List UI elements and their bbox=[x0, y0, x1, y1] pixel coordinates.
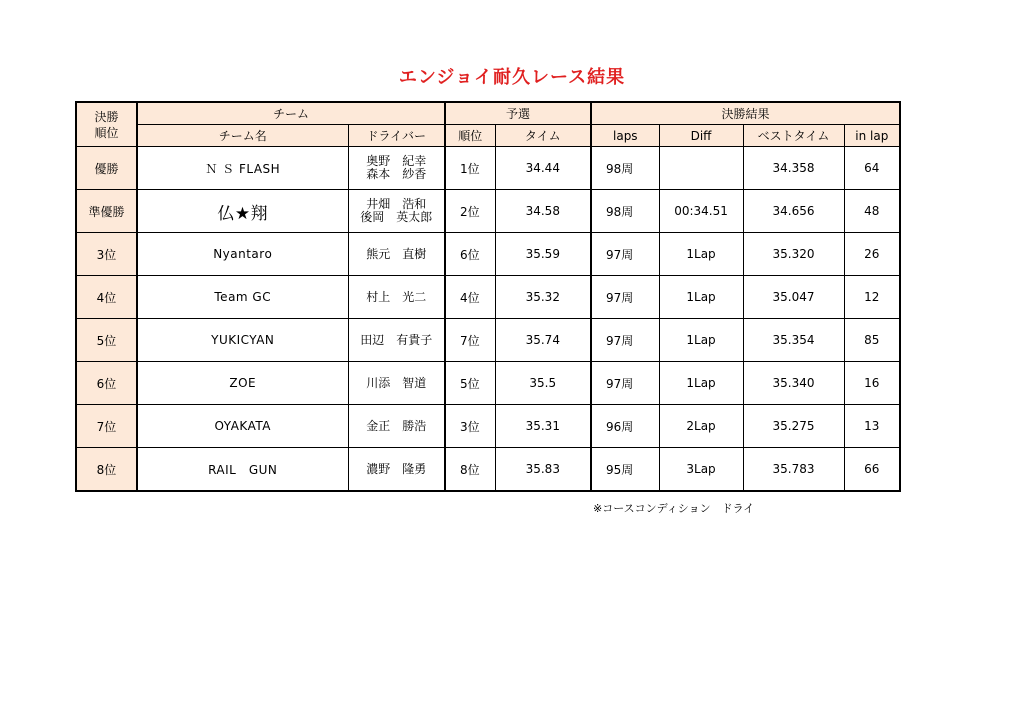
driver-name: 奥野 紀幸 bbox=[366, 154, 427, 168]
driver-name: 後岡 英太郎 bbox=[360, 210, 433, 224]
table-row bbox=[76, 190, 900, 233]
rank-cell: 優勝 bbox=[76, 147, 137, 190]
rank-cell: 3位 bbox=[76, 233, 137, 276]
driver-cell bbox=[348, 319, 445, 362]
qual-time-cell: 35.74 bbox=[495, 319, 591, 362]
table-row bbox=[76, 147, 900, 190]
in-lap-cell: 66 bbox=[844, 448, 900, 492]
rank-cell: 7位 bbox=[76, 405, 137, 448]
laps-cell: 97周 bbox=[591, 319, 659, 362]
header-final-group: 決勝結果 bbox=[591, 102, 900, 125]
table-row bbox=[76, 405, 900, 448]
in-lap-cell: 48 bbox=[844, 190, 900, 233]
best-time-cell: 35.047 bbox=[743, 276, 844, 319]
diff-cell bbox=[659, 147, 743, 190]
driver-cell bbox=[348, 233, 445, 276]
rank-cell: 4位 bbox=[76, 276, 137, 319]
in-lap-cell: 85 bbox=[844, 319, 900, 362]
qual-rank-cell: 2位 bbox=[445, 190, 495, 233]
header-laps: laps bbox=[591, 125, 659, 147]
best-time-cell: 35.354 bbox=[743, 319, 844, 362]
rank-cell: 5位 bbox=[76, 319, 137, 362]
best-time-cell: 34.358 bbox=[743, 147, 844, 190]
laps-cell: 97周 bbox=[591, 276, 659, 319]
page-title: エンジョイ耐久レース結果 bbox=[398, 67, 626, 88]
qual-time-cell: 35.32 bbox=[495, 276, 591, 319]
header-rank bbox=[76, 102, 137, 147]
header-qual-rank: 順位 bbox=[445, 125, 495, 147]
diff-cell: 2Lap bbox=[659, 405, 743, 448]
team-name-cell: 仏★翔 bbox=[137, 190, 348, 233]
driver-cell bbox=[348, 190, 445, 233]
qual-time-cell: 34.58 bbox=[495, 190, 591, 233]
team-name-cell: OYAKATA bbox=[137, 405, 348, 448]
table-row bbox=[76, 362, 900, 405]
driver-cell bbox=[348, 147, 445, 190]
laps-cell: 98周 bbox=[591, 190, 659, 233]
in-lap-cell: 64 bbox=[844, 147, 900, 190]
qual-time-cell: 35.31 bbox=[495, 405, 591, 448]
diff-cell: 3Lap bbox=[659, 448, 743, 492]
laps-cell: 95周 bbox=[591, 448, 659, 492]
best-time-cell: 35.275 bbox=[743, 405, 844, 448]
team-name-cell: RAIL GUN bbox=[137, 448, 348, 492]
qual-rank-cell: 6位 bbox=[445, 233, 495, 276]
in-lap-cell: 12 bbox=[844, 276, 900, 319]
driver-name: 濃野 隆勇 bbox=[366, 461, 427, 476]
header-qualifying-group: 予選 bbox=[445, 102, 591, 125]
qual-time-cell: 35.59 bbox=[495, 233, 591, 276]
qual-rank-cell: 4位 bbox=[445, 276, 495, 319]
diff-cell: 1Lap bbox=[659, 276, 743, 319]
header-diff: Diff bbox=[659, 125, 743, 147]
laps-cell: 96周 bbox=[591, 405, 659, 448]
in-lap-cell: 16 bbox=[844, 362, 900, 405]
qual-rank-cell: 7位 bbox=[445, 319, 495, 362]
header-rank-line2: 順位 bbox=[94, 125, 119, 140]
rank-cell: 6位 bbox=[76, 362, 137, 405]
team-name-cell: Nyantaro bbox=[137, 233, 348, 276]
rank-cell: 準優勝 bbox=[76, 190, 137, 233]
qual-time-cell: 35.83 bbox=[495, 448, 591, 492]
header-team-name: チーム名 bbox=[137, 125, 348, 147]
driver-name: 熊元 直樹 bbox=[366, 246, 427, 261]
qual-time-cell: 35.5 bbox=[495, 362, 591, 405]
rank-cell: 8位 bbox=[76, 448, 137, 492]
table-row bbox=[76, 319, 900, 362]
diff-cell: 00:34.51 bbox=[659, 190, 743, 233]
qual-rank-cell: 5位 bbox=[445, 362, 495, 405]
team-name-cell: Team GC bbox=[137, 276, 348, 319]
best-time-cell: 35.783 bbox=[743, 448, 844, 492]
driver-name: 川添 智道 bbox=[366, 375, 427, 390]
header-in-lap: in lap bbox=[844, 125, 900, 147]
diff-cell: 1Lap bbox=[659, 319, 743, 362]
in-lap-cell: 13 bbox=[844, 405, 900, 448]
laps-cell: 97周 bbox=[591, 362, 659, 405]
driver-cell bbox=[348, 405, 445, 448]
in-lap-cell: 26 bbox=[844, 233, 900, 276]
driver-name: 田辺 有貴子 bbox=[360, 332, 433, 347]
driver-name: 井畑 浩和 bbox=[366, 197, 427, 211]
header-qual-time: タイム bbox=[495, 125, 591, 147]
table-row bbox=[76, 233, 900, 276]
driver-cell bbox=[348, 276, 445, 319]
table-row bbox=[76, 448, 900, 492]
driver-name: 金正 勝浩 bbox=[366, 418, 427, 433]
diff-cell: 1Lap bbox=[659, 362, 743, 405]
header-team-group: チーム bbox=[137, 102, 445, 125]
driver-cell bbox=[348, 362, 445, 405]
laps-cell: 98周 bbox=[591, 147, 659, 190]
team-name-cell: Ｎ Ｓ FLASH bbox=[137, 147, 348, 190]
driver-cell bbox=[348, 448, 445, 492]
team-name-cell: ZOE bbox=[137, 362, 348, 405]
header-driver: ドライバー bbox=[348, 125, 445, 147]
qual-rank-cell: 1位 bbox=[445, 147, 495, 190]
course-condition-note: ※コースコンディション ドライ bbox=[593, 502, 755, 515]
diff-cell: 1Lap bbox=[659, 233, 743, 276]
best-time-cell: 35.340 bbox=[743, 362, 844, 405]
laps-cell: 97周 bbox=[591, 233, 659, 276]
qual-rank-cell: 8位 bbox=[445, 448, 495, 492]
header-best-time: ベストタイム bbox=[743, 125, 844, 147]
header-rank-line1: 決勝 bbox=[94, 109, 119, 124]
best-time-cell: 35.320 bbox=[743, 233, 844, 276]
team-name-cell: YUKICYAN bbox=[137, 319, 348, 362]
driver-name: 村上 光二 bbox=[366, 289, 427, 304]
qual-rank-cell: 3位 bbox=[445, 405, 495, 448]
qual-time-cell: 34.44 bbox=[495, 147, 591, 190]
results-table bbox=[75, 101, 901, 492]
best-time-cell: 34.656 bbox=[743, 190, 844, 233]
table-row bbox=[76, 276, 900, 319]
driver-name: 森本 紗香 bbox=[366, 167, 427, 181]
